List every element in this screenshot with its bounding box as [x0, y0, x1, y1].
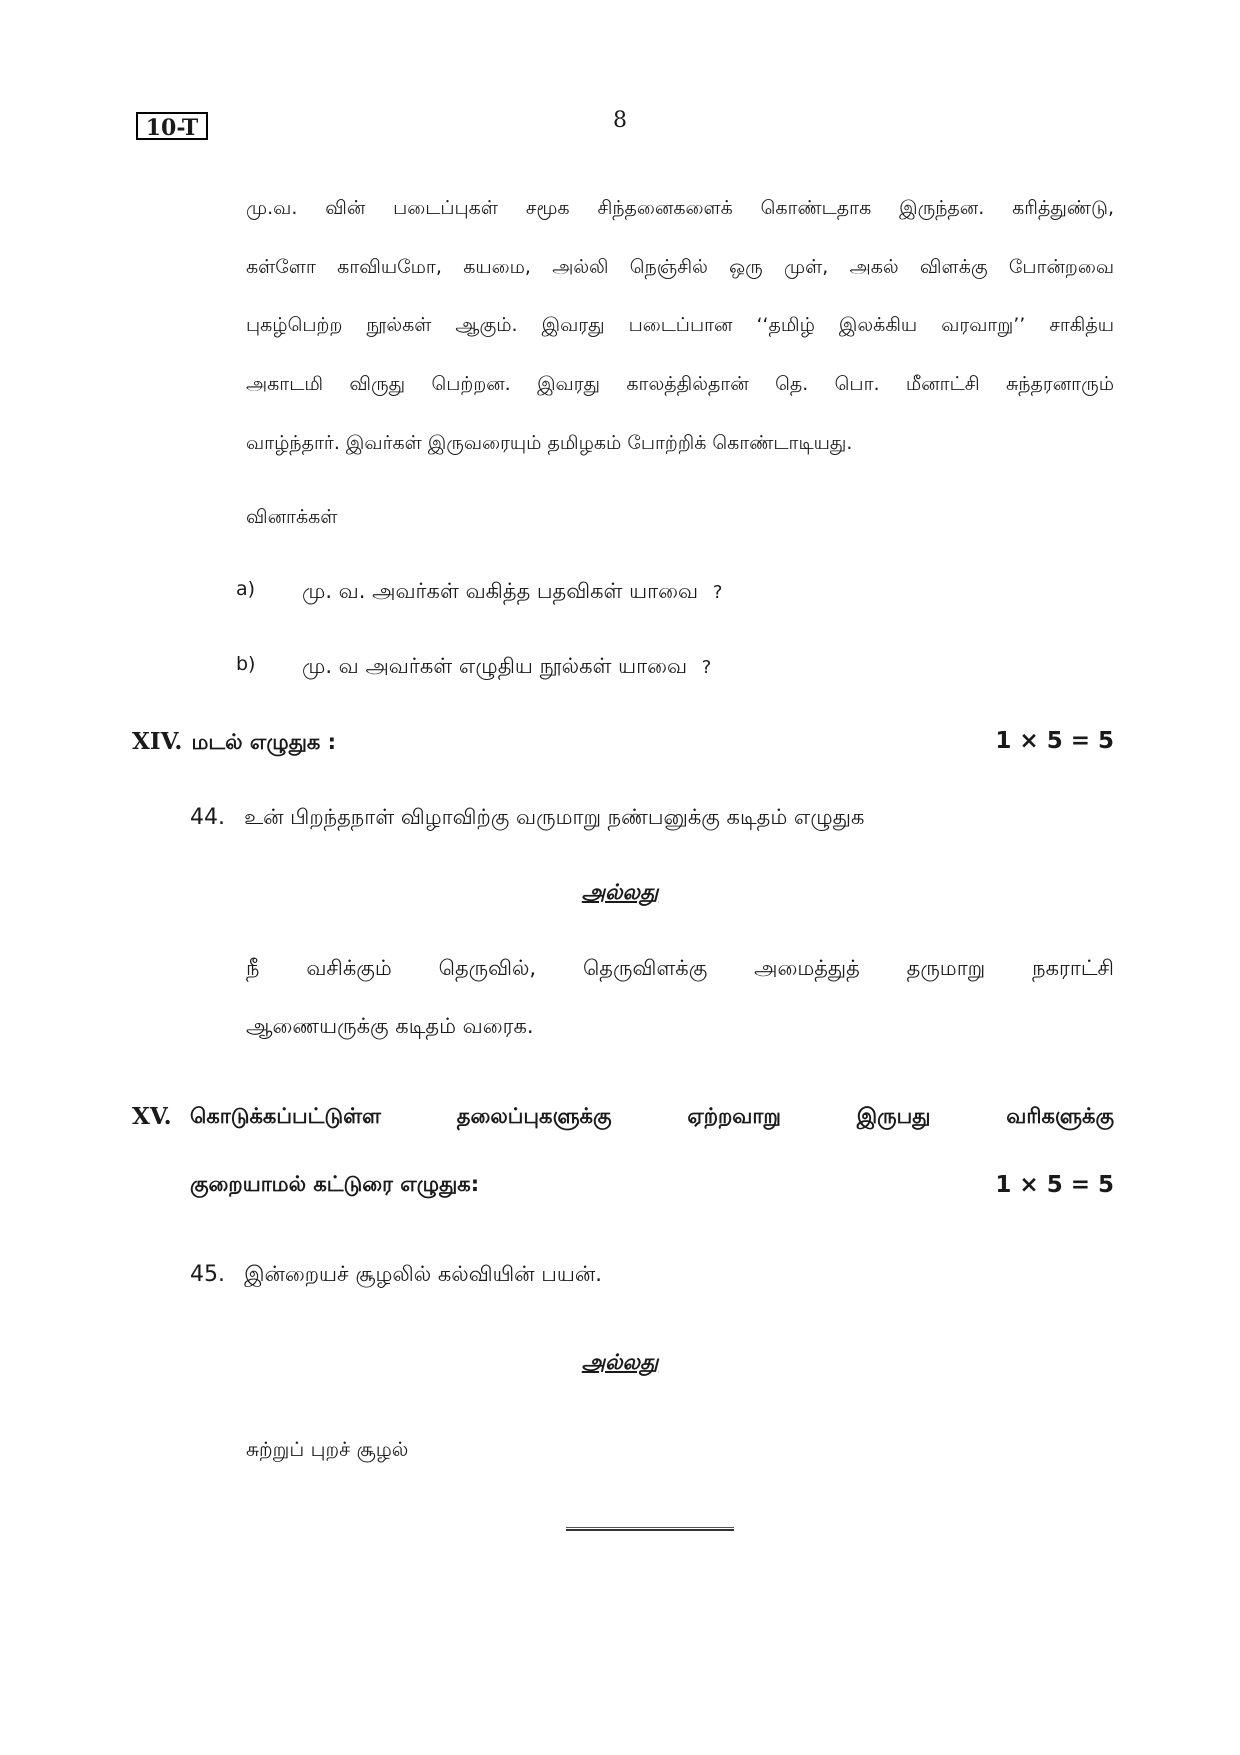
or-label-xiv: அல்லது — [581, 880, 659, 904]
paper-code-box: 10-T — [136, 112, 208, 140]
end-rule — [566, 1527, 734, 1531]
page-number: 8 — [613, 108, 627, 133]
section-title: மடல் எழுதுக : — [191, 730, 337, 754]
question-b-text: மு. வ அவர்கள் எழுதிய நூல்கள் யாவை ? — [302, 654, 712, 678]
alternative-line-2: ஆணையருக்கு கடிதம் வரைக. — [246, 1014, 534, 1038]
question-a-text: மு. வ. அவர்கள் வகித்த பதவிகள் யாவை ? — [302, 579, 723, 603]
passage-line-2: கள்ளோ காவியமோ, கயமை, அல்லி நெஞ்சில் ஒரு முள், அகல் விளக்கு போன்றவை — [246, 256, 1114, 278]
section-xv-number: XV. — [132, 1103, 172, 1130]
section-number: XIV. — [132, 728, 183, 755]
question-mark: ? — [712, 582, 723, 603]
question-44 — [190, 805, 864, 832]
section-xiv-marks: 1 × 5 = 5 — [995, 728, 1114, 754]
question-45 — [190, 1262, 602, 1289]
passage-line-1: மு.வ. வின் படைப்புகள் சமூக சிந்தனைகளைக் கொண்டதாக இருந்தன. கரித்துண்டு, — [246, 197, 1114, 219]
section-xv-title-line-2: குறையாமல் கட்டுரை எழுதுக: — [190, 1172, 480, 1196]
question-number: 45. — [190, 1262, 225, 1287]
or-label-xv: அல்லது — [581, 1350, 659, 1374]
alternative-topic: சுற்றுப் புறச் சூழல் — [246, 1437, 409, 1461]
passage-line-4: அகாடமி விருது பெற்றன. இவரது காலத்தில்தான் தெ. பொ. மீனாட்சி சுந்தரனாரும் — [246, 373, 1114, 395]
question-b-label: b) — [236, 653, 256, 675]
question-a-label: a) — [236, 578, 256, 600]
question-mark: ? — [701, 657, 712, 678]
section-xv-marks: 1 × 5 = 5 — [995, 1172, 1114, 1198]
questions-heading: வினாக்கள் — [246, 506, 338, 528]
question-text: இன்றையச் சூழலில் கல்வியின் பயன். — [244, 1262, 602, 1286]
question-text: உன் பிறந்தநாள் விழாவிற்கு வருமாறு நண்பனுக்கு கடிதம் எழுதுக — [244, 805, 865, 829]
passage-line-5: வாழ்ந்தார். இவர்கள் இருவரையும் தமிழகம் போற்றிக் கொண்டாடியது. — [246, 432, 853, 454]
question-number: 44. — [190, 805, 225, 830]
section-xv-title-line-1: கொடுக்கப்பட்டுள்ள தலைப்புகளுக்கு ஏற்றவாறு இருபது வரிகளுக்கு — [190, 1104, 1114, 1128]
section-xiv-heading — [132, 728, 336, 757]
alternative-line-1: நீ வசிக்கும் தெருவில், தெருவிளக்கு அமைத்துத் தருமாறு நகராட்சி — [246, 956, 1114, 980]
passage-line-3: புகழ்பெற்ற நூல்கள் ஆகும். இவரது படைப்பான ‘‘தமிழ் இலக்கிய வரவாறு’’ சாகித்ய — [246, 314, 1114, 336]
